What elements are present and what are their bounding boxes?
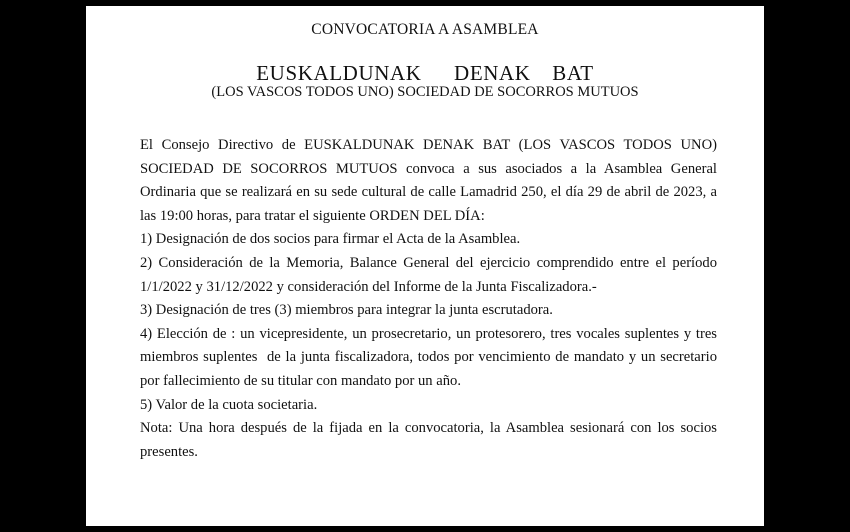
agenda-item-4: 4) Elección de : un vicepresidente, un prosecretario, un protesorero, tres vocales suplentes y tres miembros suplentes de la junta fiscalizadora, todos por vencimiento de mandato y un secretario por fallecimiento de su titular con mandato por un año.: [140, 325, 721, 389]
agenda-item-1: 1) Designación de dos socios para firmar el Acta de la Asamblea.: [140, 231, 521, 248]
document-page: [86, 6, 764, 526]
agenda-item-5: 5) Valor de la cuota societaria.: [140, 396, 318, 413]
document-title: EUSKALDUNAK DENAK BAT: [256, 61, 594, 85]
document-header: CONVOCATORIA A ASAMBLEA: [311, 21, 539, 38]
intro-paragraph: El Consejo Directivo de EUSKALDUNAK DENAK BAT (LOS VASCOS TODOS UNO) SOCIEDAD DE SOCORROS MUTUOS convoca a sus asociados a la Asamblea General Ordinaria que se realizará en su sede cultural de calle Lamadrid 250, el día 29 de abril de 2023, a las 19:00 horas, para tratar el siguiente ORDEN DEL DÍA:: [140, 137, 717, 224]
note-paragraph: Nota: Una hora después de la fijada en la convocatoria, la Asamblea sesionará con los socios presentes.: [140, 420, 717, 460]
agenda-item-3: 3) Designación de tres (3) miembros para integrar la junta escrutadora.: [140, 302, 553, 319]
document-subtitle: (LOS VASCOS TODOS UNO) SOCIEDAD DE SOCORROS MUTUOS: [211, 84, 639, 100]
agenda-item-2: 2) Consideración de la Memoria, Balance General del ejercicio comprendido entre el período 1/1/2022 y 31/12/2022 y consideración del Informe de la Junta Fiscalizadora.-: [140, 254, 717, 295]
document-body: [140, 134, 721, 464]
